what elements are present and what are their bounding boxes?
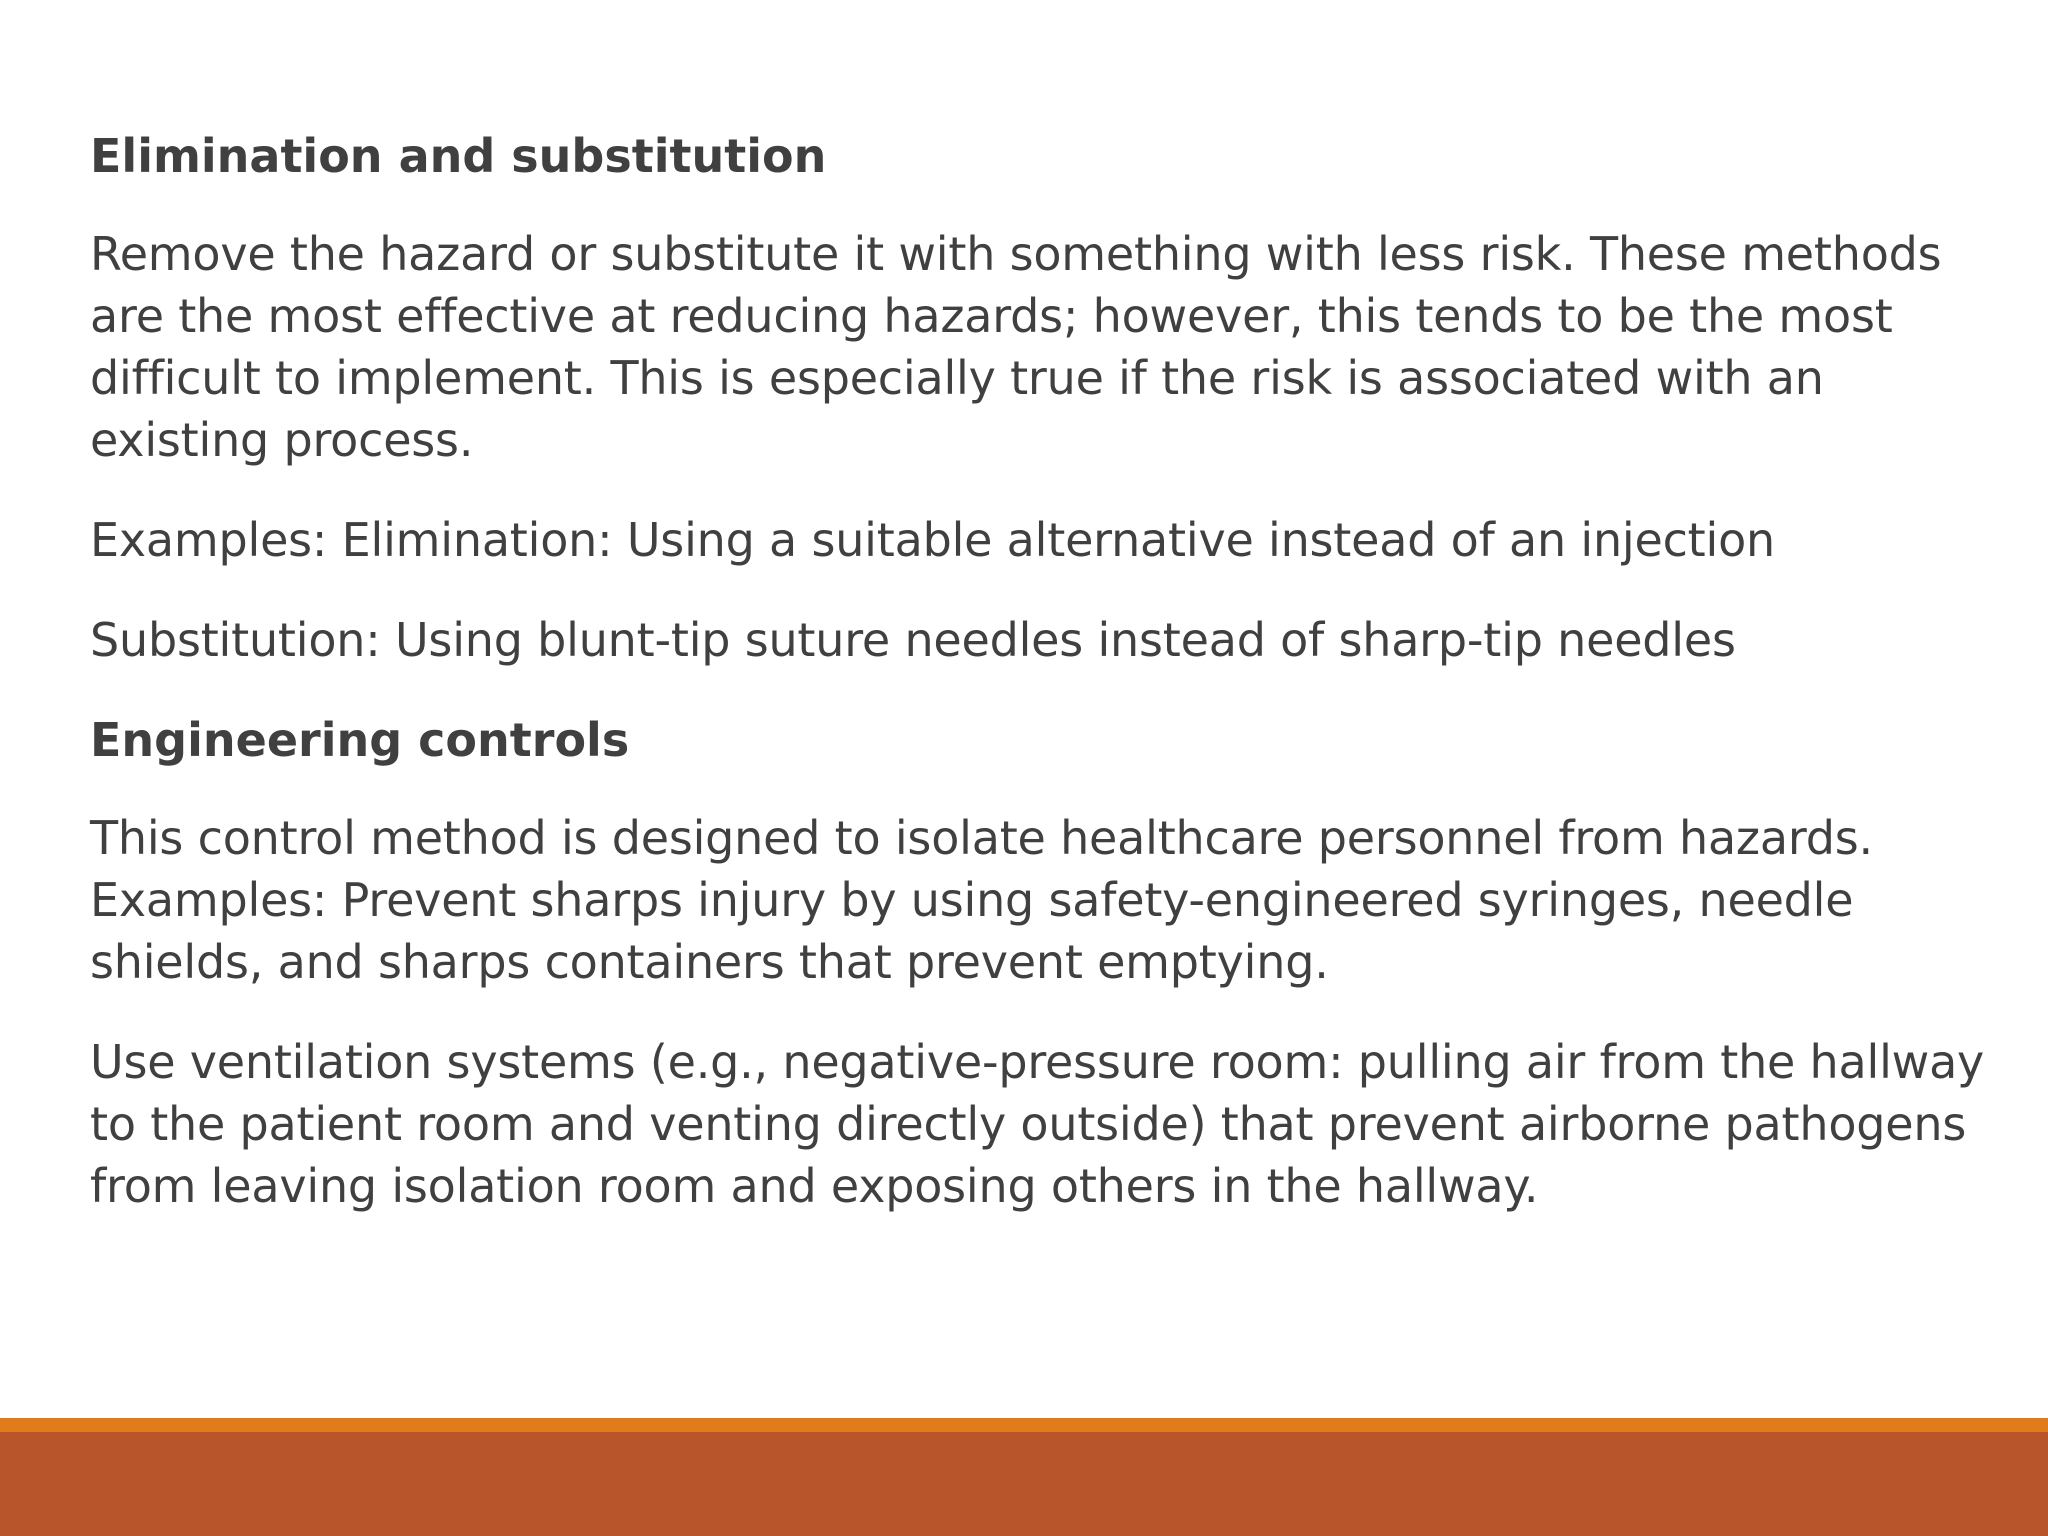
footer-band: [0, 1432, 2048, 1536]
heading-engineering-controls: Engineering controls: [90, 713, 630, 767]
paragraph-remove-hazard: Remove the hazard or substitute it with something with less risk. These methods are the most effective at reducing hazards; however, this tends to be the most difficult to implement. This is especially true if the risk is associated with an existing process.: [90, 227, 1942, 467]
paragraph-elimination-example: Examples: Elimination: Using a suitable alternative instead of an injection: [90, 513, 1775, 567]
slide-content: [90, 125, 2000, 1255]
paragraph-substitution-example: Substitution: Using blunt-tip suture needles instead of sharp-tip needles: [90, 613, 1736, 667]
heading-elimination-substitution: Elimination and substitution: [90, 129, 827, 183]
paragraph-ventilation-systems: Use ventilation systems (e.g., negative-pressure room: pulling air from the hallway to the patient room and venting directly outside) that prevent airborne pathogens from leaving isolation room and exposing others in the hallway.: [90, 1035, 1985, 1213]
paragraph-isolate-personnel: This control method is designed to isolate healthcare personnel from hazards. Examples: Prevent sharps injury by using safety-engineered syringes, needle shields, and sharps containers that prevent emptying.: [90, 811, 1873, 989]
footer-accent-stripe: [0, 1418, 2048, 1432]
